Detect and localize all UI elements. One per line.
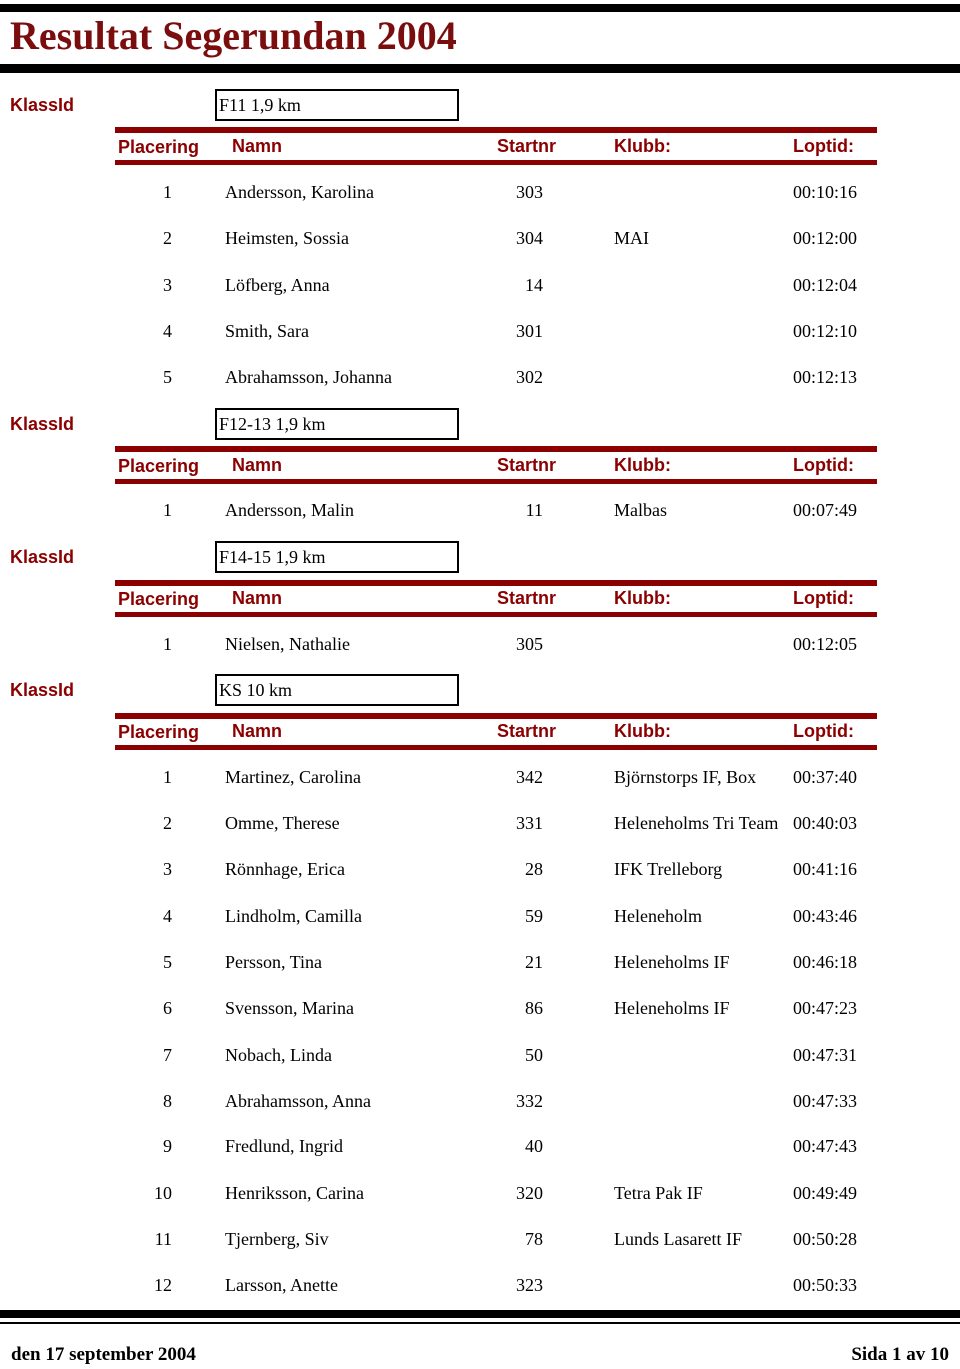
startnr-cell: 14 bbox=[525, 275, 543, 295]
placering-cell: 3 bbox=[163, 275, 172, 295]
startnr-cell: 78 bbox=[525, 1229, 543, 1249]
klubb-cell: Heleneholms IF bbox=[614, 952, 730, 972]
title-underline-rule bbox=[0, 64, 960, 73]
top-rule bbox=[0, 4, 960, 12]
namn-cell: Abrahamsson, Anna bbox=[225, 1091, 371, 1111]
loptid-cell: 00:47:23 bbox=[793, 998, 858, 1018]
startnr-cell: 40 bbox=[525, 1136, 543, 1156]
startnr-cell: 331 bbox=[516, 813, 543, 833]
placering-cell: 10 bbox=[154, 1183, 172, 1203]
klass-id-label: KlassId bbox=[10, 547, 75, 567]
loptid-cell: 00:12:13 bbox=[793, 367, 858, 387]
placering-cell: 6 bbox=[163, 998, 172, 1018]
namn-cell: Larsson, Anette bbox=[225, 1275, 338, 1295]
startnr-cell: 301 bbox=[516, 321, 543, 341]
placering-cell: 1 bbox=[163, 634, 172, 654]
col-header-startnr: Startnr bbox=[497, 136, 557, 156]
loptid-cell: 00:43:46 bbox=[793, 906, 858, 926]
header-band-bottom bbox=[115, 479, 877, 484]
footer-date: den 17 september 2004 bbox=[11, 1344, 196, 1365]
namn-cell: Persson, Tina bbox=[225, 952, 323, 972]
header-band-top bbox=[115, 446, 877, 452]
placering-cell: 5 bbox=[163, 952, 172, 972]
footer-rule-thin bbox=[0, 1322, 960, 1324]
col-header-loptid: Loptid: bbox=[793, 455, 854, 475]
klubb-cell: Malbas bbox=[614, 500, 667, 520]
loptid-cell: 00:40:03 bbox=[793, 813, 858, 833]
col-header-loptid: Loptid: bbox=[793, 588, 854, 608]
col-header-loptid: Loptid: bbox=[793, 136, 854, 156]
namn-cell: Nielsen, Nathalie bbox=[225, 634, 350, 654]
header-band-bottom bbox=[115, 160, 877, 165]
loptid-cell: 00:12:04 bbox=[793, 275, 858, 295]
startnr-cell: 59 bbox=[525, 906, 543, 926]
klubb-cell: MAI bbox=[614, 228, 649, 248]
footer-page-number: Sida 1 av 10 bbox=[851, 1344, 949, 1365]
placering-cell: 1 bbox=[163, 767, 172, 787]
loptid-cell: 00:50:28 bbox=[793, 1229, 858, 1249]
loptid-cell: 00:37:40 bbox=[793, 767, 858, 787]
placering-cell: 12 bbox=[154, 1275, 172, 1295]
loptid-cell: 00:07:49 bbox=[793, 500, 858, 520]
namn-cell: Andersson, Malin bbox=[225, 500, 354, 520]
startnr-cell: 303 bbox=[516, 182, 543, 202]
placering-cell: 5 bbox=[163, 367, 172, 387]
klubb-cell: Tetra Pak IF bbox=[614, 1183, 703, 1203]
col-header-klubb: Klubb: bbox=[614, 136, 671, 156]
col-header-placering: Placering bbox=[118, 722, 200, 742]
namn-cell: Smith, Sara bbox=[225, 321, 309, 341]
namn-cell: Henriksson, Carina bbox=[225, 1183, 364, 1203]
header-band-bottom bbox=[115, 745, 877, 750]
klass-id-label: KlassId bbox=[10, 414, 75, 434]
placering-cell: 4 bbox=[163, 321, 172, 341]
col-header-namn: Namn bbox=[232, 588, 283, 608]
namn-cell: Martinez, Carolina bbox=[225, 767, 361, 787]
placering-cell: 3 bbox=[163, 859, 172, 879]
loptid-cell: 00:47:33 bbox=[793, 1091, 858, 1111]
col-header-klubb: Klubb: bbox=[614, 588, 671, 608]
loptid-cell: 00:12:05 bbox=[793, 634, 858, 654]
startnr-cell: 50 bbox=[525, 1045, 543, 1065]
klubb-cell: Heleneholms IF bbox=[614, 998, 730, 1018]
loptid-cell: 00:47:31 bbox=[793, 1045, 858, 1065]
klubb-cell: Björnstorps IF, Box bbox=[614, 767, 757, 787]
namn-cell: Löfberg, Anna bbox=[225, 275, 330, 295]
klubb-cell: IFK Trelleborg bbox=[614, 859, 723, 879]
loptid-cell: 00:49:49 bbox=[793, 1183, 858, 1203]
col-header-startnr: Startnr bbox=[497, 721, 557, 741]
klass-name-box: KS 10 km bbox=[215, 674, 459, 706]
col-header-startnr: Startnr bbox=[497, 588, 557, 608]
namn-cell: Tjernberg, Siv bbox=[225, 1229, 329, 1249]
klass-id-label: KlassId bbox=[10, 95, 75, 115]
namn-cell: Nobach, Linda bbox=[225, 1045, 332, 1065]
col-header-klubb: Klubb: bbox=[614, 455, 671, 475]
namn-cell: Heimsten, Sossia bbox=[225, 228, 349, 248]
namn-cell: Andersson, Karolina bbox=[225, 182, 374, 202]
loptid-cell: 00:50:33 bbox=[793, 1275, 858, 1295]
footer-rule bbox=[0, 1310, 960, 1318]
placering-cell: 4 bbox=[163, 906, 172, 926]
klubb-cell: Heleneholms Tri Team bbox=[614, 813, 779, 833]
col-header-loptid: Loptid: bbox=[793, 721, 854, 741]
namn-cell: Rönnhage, Erica bbox=[225, 859, 345, 879]
startnr-cell: 332 bbox=[516, 1091, 543, 1111]
placering-cell: 8 bbox=[163, 1091, 172, 1111]
klubb-cell: Heleneholm bbox=[614, 906, 702, 926]
startnr-cell: 302 bbox=[516, 367, 543, 387]
namn-cell: Abrahamsson, Johanna bbox=[225, 367, 392, 387]
placering-cell: 1 bbox=[163, 182, 172, 202]
loptid-cell: 00:47:43 bbox=[793, 1136, 858, 1156]
namn-cell: Svensson, Marina bbox=[225, 998, 354, 1018]
startnr-cell: 305 bbox=[516, 634, 543, 654]
startnr-cell: 320 bbox=[516, 1183, 543, 1203]
startnr-cell: 86 bbox=[525, 998, 543, 1018]
klass-name-box: F14-15 1,9 km bbox=[215, 541, 459, 573]
loptid-cell: 00:12:10 bbox=[793, 321, 858, 341]
namn-cell: Fredlund, Ingrid bbox=[225, 1136, 343, 1156]
header-band-top bbox=[115, 580, 877, 586]
col-header-placering: Placering bbox=[118, 456, 200, 476]
klubb-cell: Lunds Lasarett IF bbox=[614, 1229, 742, 1249]
startnr-cell: 323 bbox=[516, 1275, 543, 1295]
col-header-klubb: Klubb: bbox=[614, 721, 671, 741]
header-band-top bbox=[115, 127, 877, 133]
klass-name-box: F12-13 1,9 km bbox=[215, 408, 459, 440]
startnr-cell: 21 bbox=[525, 952, 543, 972]
page-title: Resultat Segerundan 2004 bbox=[10, 13, 457, 58]
loptid-cell: 00:46:18 bbox=[793, 952, 858, 972]
namn-cell: Omme, Therese bbox=[225, 813, 340, 833]
startnr-cell: 11 bbox=[525, 500, 543, 520]
klass-name-box: F11 1,9 km bbox=[215, 89, 459, 121]
col-header-namn: Namn bbox=[232, 721, 283, 741]
col-header-startnr: Startnr bbox=[497, 455, 557, 475]
col-header-namn: Namn bbox=[232, 455, 283, 475]
loptid-cell: 00:12:00 bbox=[793, 228, 858, 248]
placering-cell: 1 bbox=[163, 500, 172, 520]
col-header-placering: Placering bbox=[118, 589, 200, 609]
loptid-cell: 00:10:16 bbox=[793, 182, 858, 202]
klass-id-label: KlassId bbox=[10, 680, 75, 700]
startnr-cell: 28 bbox=[525, 859, 543, 879]
header-band-top bbox=[115, 713, 877, 719]
placering-cell: 7 bbox=[163, 1045, 172, 1065]
col-header-namn: Namn bbox=[232, 136, 283, 156]
placering-cell: 11 bbox=[154, 1229, 172, 1249]
startnr-cell: 342 bbox=[516, 767, 543, 787]
placering-cell: 2 bbox=[163, 813, 172, 833]
loptid-cell: 00:41:16 bbox=[793, 859, 858, 879]
placering-cell: 9 bbox=[163, 1136, 172, 1156]
header-band-bottom bbox=[115, 612, 877, 617]
placering-cell: 2 bbox=[163, 228, 172, 248]
namn-cell: Lindholm, Camilla bbox=[225, 906, 362, 926]
startnr-cell: 304 bbox=[516, 228, 543, 248]
col-header-placering: Placering bbox=[118, 137, 200, 157]
